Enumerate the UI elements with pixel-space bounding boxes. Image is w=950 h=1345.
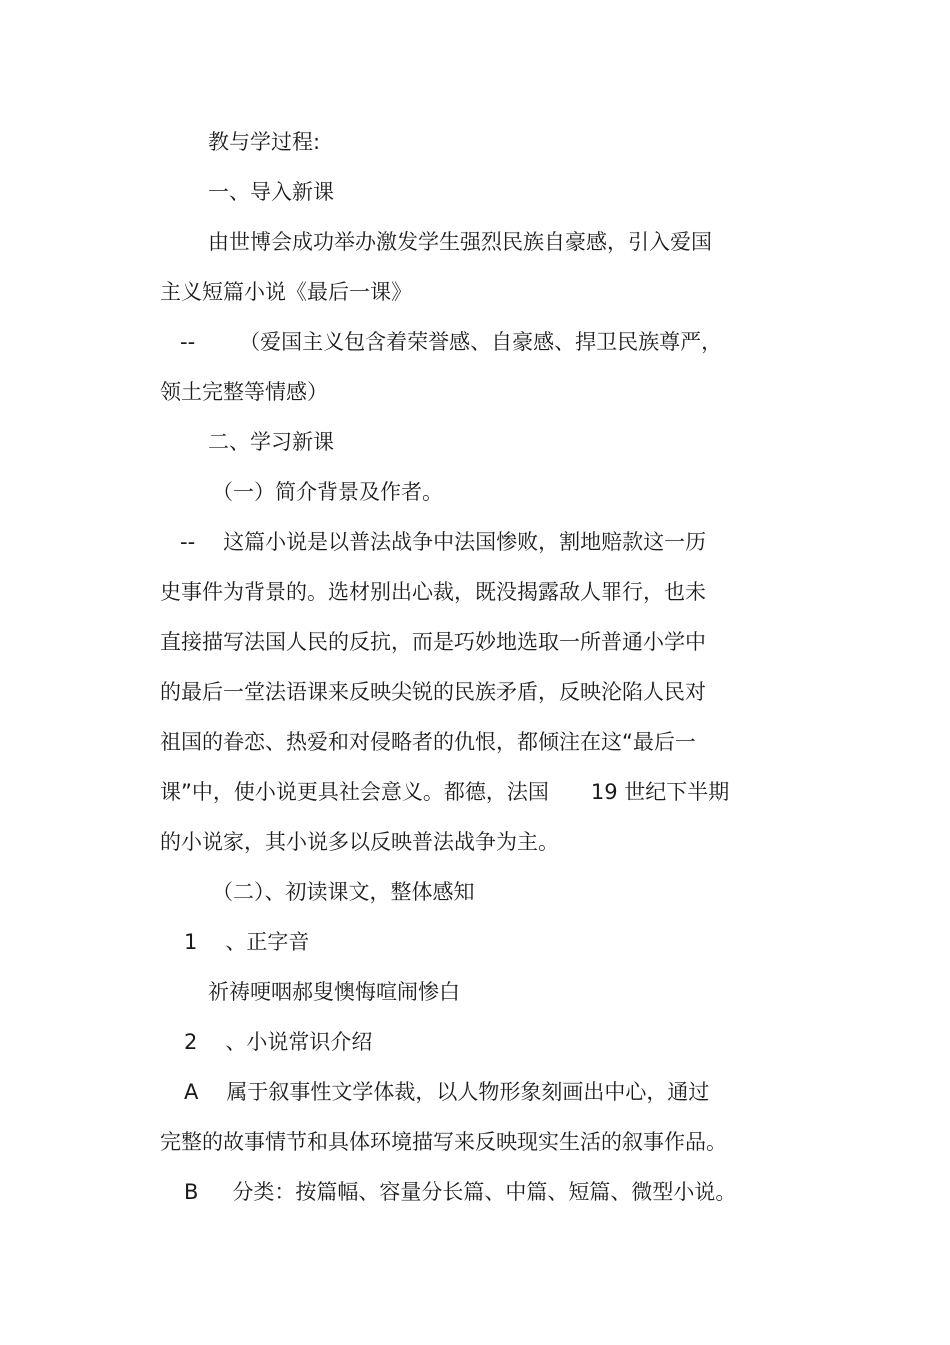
- item-text: 、正字音: [225, 930, 310, 954]
- paragraph-line: 的最后一堂法语课来反映尖锐的民族矛盾，反映沦陷人民对: [160, 680, 706, 704]
- list-item-a: [184, 1078, 709, 1106]
- paragraph-line: 由世博会成功举办激发学生强烈民族自豪感，引入爱国: [208, 230, 712, 254]
- item-letter: B: [184, 1180, 199, 1204]
- item-number: 1: [184, 930, 198, 954]
- dash-marker: --: [180, 530, 196, 554]
- century-text: 19 世纪下半期: [590, 780, 730, 804]
- list-item-b: [184, 1178, 736, 1206]
- paragraph-line: 主义短篇小说《最后一课》: [160, 280, 412, 304]
- paragraph-line: 的小说家，其小说多以反映普法战争为主。: [160, 830, 559, 854]
- dash-marker: --: [180, 330, 196, 354]
- paragraph-line: 直接描写法国人民的反抗，而是巧妙地选取一所普通小学中: [160, 630, 706, 654]
- paragraph-text: 课”中，使小说更具社会意义。都德，法国: [160, 780, 549, 804]
- paragraph-text: 这篇小说是以普法战争中法国惨败，割地赔款这一历: [223, 530, 707, 554]
- section-title-intro: 一、导入新课: [208, 180, 334, 204]
- item-text: 、小说常识介绍: [225, 1030, 373, 1054]
- paragraph-line: 祖国的眷恋、热爱和对侵略者的仇恨，都倾注在这“最后一: [160, 730, 696, 754]
- paragraph-line: 完整的故事情节和具体环境描写来反映现实生活的叙事作品。: [160, 1130, 727, 1154]
- list-item-novel-knowledge: [184, 1028, 372, 1056]
- paragraph-line: 领土完整等情感）: [160, 380, 328, 404]
- item-text: 属于叙事性文学体裁，以人物形象刻画出中心，通过: [226, 1080, 710, 1104]
- item-number: 2: [184, 1030, 198, 1054]
- vocabulary-line: 祈祷哽咽郝叟懊悔喧闹惨白: [208, 980, 460, 1004]
- note-line: [180, 328, 722, 356]
- subsection-title-background: （一）简介背景及作者。: [212, 480, 443, 504]
- item-text: 分类：按篇幅、容量分长篇、中篇、短篇、微型小说。: [232, 1180, 737, 1204]
- paragraph-line: 史事件为背景的。选材别出心裁，既没揭露敌人罪行，也未: [160, 580, 706, 604]
- process-heading: 教与学过程:: [208, 130, 321, 154]
- paragraph-line: [160, 778, 729, 806]
- list-item-pronunciation: [184, 928, 309, 956]
- section-title-learn: 二、学习新课: [208, 430, 334, 454]
- background-first-line: [180, 528, 706, 556]
- note-text: （爱国主义包含着荣誉感、自豪感、捍卫民族尊严，: [239, 330, 723, 354]
- subsection-title-reading: （二）、初读课文，整体感知: [212, 880, 475, 904]
- item-letter: A: [184, 1080, 199, 1104]
